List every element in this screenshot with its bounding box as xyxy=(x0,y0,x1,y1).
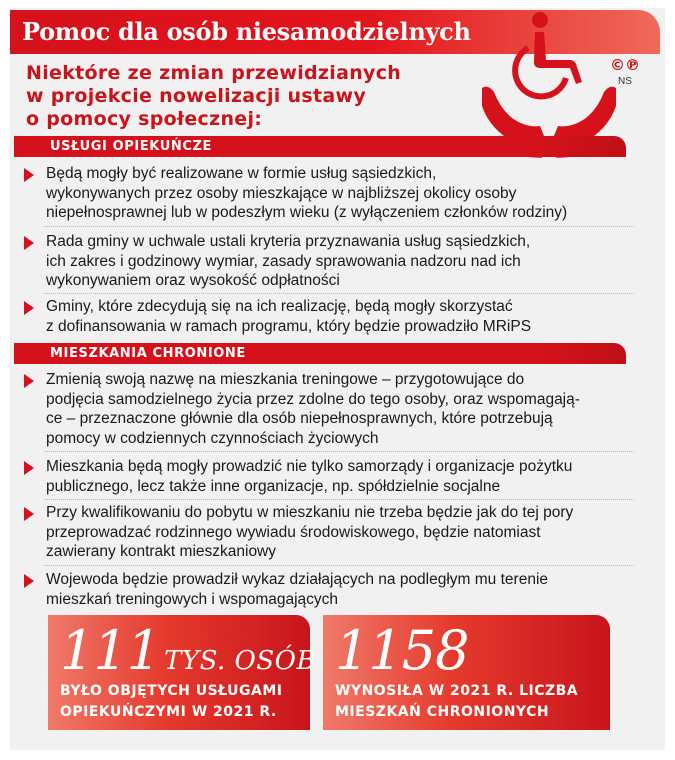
stat-caption-line: WYNOSIŁA W 2021 R. LICZBA xyxy=(335,683,579,699)
bullet-triangle-icon xyxy=(24,461,34,475)
list-item xyxy=(14,370,639,448)
stat-caption xyxy=(60,681,282,723)
stat-value: 111 xyxy=(60,619,161,682)
item-text-line: Gminy, które zdecydują się na ich realizację, będą mogły skorzystać xyxy=(46,298,513,315)
stat-caption-line: OPIEKUŃCZYMI W 2021 R. xyxy=(60,704,277,720)
bullet-triangle-icon xyxy=(24,168,34,182)
item-text-line: Będą mogły być realizowane w formie usług sąsiedzkich, xyxy=(46,165,437,182)
bullet-triangle-icon xyxy=(24,507,34,521)
item-text-line: pomocy w codziennych czynnościach życiowych xyxy=(46,429,379,447)
list-item xyxy=(14,570,639,609)
stat-caption xyxy=(335,681,578,723)
headline-line: Niektóre ze zmian przewidzianych xyxy=(26,62,402,84)
item-text-line: zawierany kontrakt mieszkaniowy xyxy=(46,543,277,560)
item-text-line: niepełnosprawnej lub w podeszłym wieku (z wyłączeniem członków rodziny) xyxy=(46,204,568,221)
copyright-mark: ©℗ xyxy=(610,56,640,74)
item-text-line: mieszkań treningowych i wspomagających xyxy=(46,590,339,608)
page-title: Pomoc dla osób niesamodzielnych xyxy=(22,17,471,46)
divider xyxy=(44,499,634,500)
divider xyxy=(44,565,634,566)
list-item xyxy=(14,164,639,223)
credit xyxy=(603,56,647,87)
item-text-line: publicznego, lecz także inne organizacje, np. spółdzielnie socjalne xyxy=(46,477,501,495)
bullet-triangle-icon xyxy=(24,574,34,588)
stat-unit: TYS. OSÓB xyxy=(164,646,317,676)
list-item xyxy=(14,232,639,291)
divider xyxy=(44,293,634,294)
stat-caption-line: BYŁO OBJĘTYCH USŁUGAMI xyxy=(60,683,283,699)
divider xyxy=(44,451,634,452)
item-text-line: podjęcia samodzielnego życia przez zdolne do tego osoby, oraz wspomagają- xyxy=(46,390,580,408)
bullet-triangle-icon xyxy=(24,374,34,388)
stat-box-care-services xyxy=(48,615,317,730)
stat-value: 1158 xyxy=(335,619,469,682)
stat-number xyxy=(60,619,316,682)
item-text-line: ich zakres i godzinowy wymiar, zasady sprawowania nadzoru nad ich xyxy=(46,252,521,270)
headline xyxy=(26,62,496,131)
list-item xyxy=(14,457,639,496)
bullet-triangle-icon xyxy=(24,236,34,250)
item-text-line: z dofinansowania w ramach programu, który będzie prowadziło MRiPS xyxy=(46,317,532,335)
headline-line: w projekcie nowelizacji ustawy xyxy=(26,85,367,107)
item-text-line: Zmienią swoją nazwę na mieszkania treningowe – przygotowujące do xyxy=(46,371,525,388)
list-item xyxy=(14,297,639,336)
item-text-line: wykonywaniem oraz wysokość odpłatności xyxy=(46,272,340,289)
item-text-line: przeprowadzać rodzinnego wywiadu środowiskowego, będzie natomiast xyxy=(46,523,541,541)
divider xyxy=(44,226,634,227)
headline-line: o pomocy społecznej: xyxy=(26,108,263,130)
item-text-line: wykonywanych przez osoby mieszkające w najbliższej okolicy osoby xyxy=(46,184,517,202)
section-heading-bar xyxy=(14,343,626,364)
section-heading-bar xyxy=(14,136,626,157)
list-item xyxy=(14,503,639,562)
stat-caption-line: MIESZKAŃ CHRONIONYCH xyxy=(335,704,550,720)
item-text-line: Rada gminy w uchwale ustali kryteria przyznawania usług sąsiedzkich, xyxy=(46,233,531,250)
credit-source: NS xyxy=(618,76,632,87)
item-text-line: Mieszkania będą mogły prowadzić nie tylko samorządy i organizacje pożytku xyxy=(46,458,573,475)
stat-box-protected-housing xyxy=(323,615,610,730)
section-heading: USŁUGI OPIEKUŃCZE xyxy=(50,139,213,154)
section-heading: MIESZKANIA CHRONIONE xyxy=(50,346,246,361)
item-text-line: Przy kwalifikowaniu do pobytu w mieszkaniu nie trzeba będzie jak do tej pory xyxy=(46,504,574,521)
stat-number xyxy=(335,619,468,682)
item-text-line: Wojewoda będzie prowadził wykaz działających na podległym mu terenie xyxy=(46,571,549,588)
item-text-line: ce – przeznaczone głównie dla osób niepełnosprawnych, które potrzebują xyxy=(46,410,553,427)
bullet-triangle-icon xyxy=(24,301,34,315)
